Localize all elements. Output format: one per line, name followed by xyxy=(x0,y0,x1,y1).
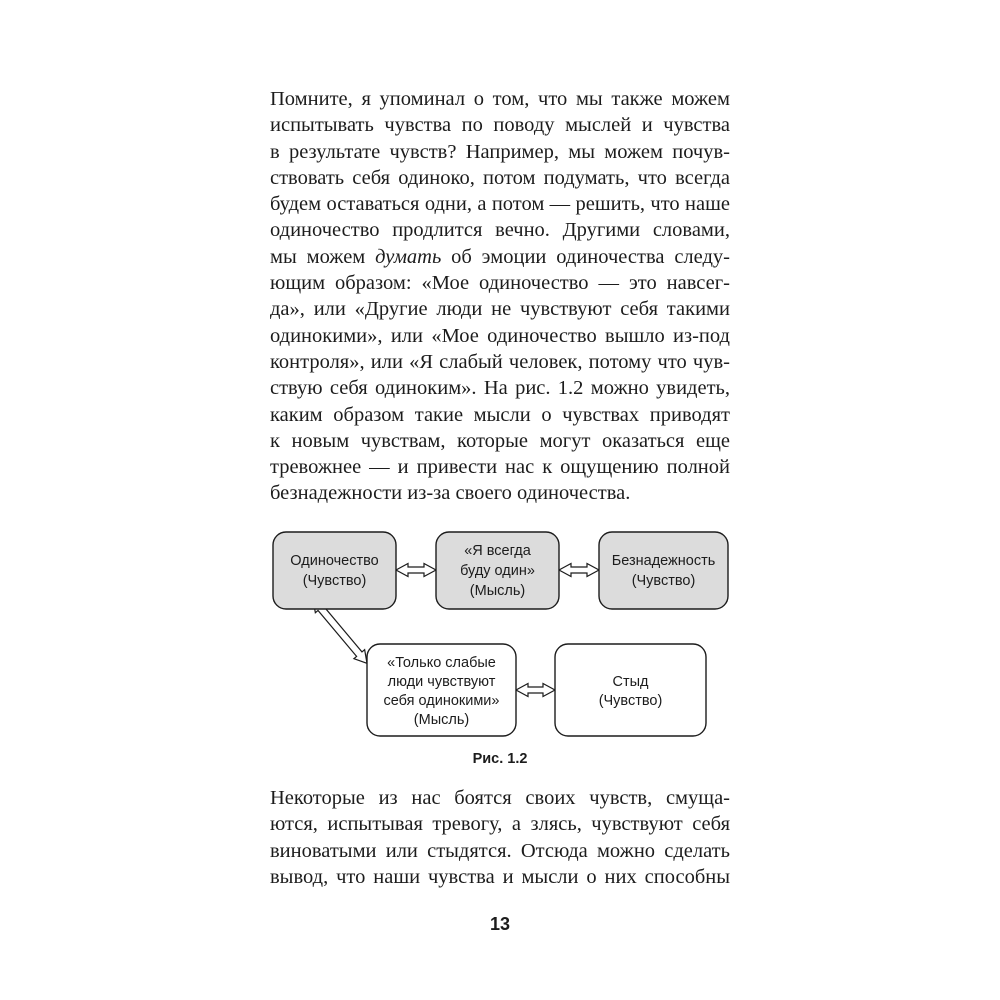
text-line: ющим образом: «Мое одиночество — это навсег- xyxy=(270,272,730,295)
box-loneliness-feeling xyxy=(273,532,396,609)
text-line: каким образом такие мысли о чувствах приводят xyxy=(270,403,730,426)
box-text-line: (Чувство) xyxy=(598,693,663,709)
text-line: одинокими», или «Мое одиночество вышло из-под xyxy=(270,324,730,347)
box-text-line: (Чувство) xyxy=(631,573,696,589)
text-line: в результате чувств? Например, мы можем почув- xyxy=(270,140,730,163)
text-line: испытывать чувства по поводу мыслей и чувства xyxy=(270,114,730,137)
box-text-line: люди чувствуют xyxy=(387,674,496,690)
box-text-line: буду один» xyxy=(460,563,535,579)
connector-only-weak-shame xyxy=(516,684,555,697)
text-line: Некоторые из нас боятся своих чувств, смуща- xyxy=(270,787,730,809)
text-line: к новым чувствам, которые могут оказаться еще xyxy=(270,429,730,452)
figure-caption: Рис. 1.2 xyxy=(472,751,528,767)
box-text-line: себя одинокими» xyxy=(383,693,500,709)
emphasized-word: думать xyxy=(375,245,442,268)
text-line: да», или «Другие люди не чувствуют себя такими xyxy=(270,298,730,321)
text-segment: об эмоции одиночества следу- xyxy=(451,245,730,268)
box-text-line: (Мысль) xyxy=(413,712,470,728)
box-always-alone-thought xyxy=(436,532,559,609)
text-line: виноватыми или стыдятся. Отсюда можно сделать xyxy=(270,839,730,862)
text-line: одиночество продлится вечно. Другими словами, xyxy=(270,219,730,242)
body-paragraph-2 xyxy=(270,785,730,890)
box-text-line: (Чувство) xyxy=(302,573,367,589)
box-shame-feeling xyxy=(555,644,706,736)
text-line: Помните, я упоминал о том, что мы также можем xyxy=(270,88,730,110)
text-line: тревожнее — и привести нас к ощущению полной xyxy=(270,456,730,479)
text-line: будем оставаться одни, а потом — решить, что наше xyxy=(270,193,730,216)
page-number: 13 xyxy=(489,914,511,934)
connector-loneliness-always-alone xyxy=(396,564,436,577)
box-text-line: Стыд xyxy=(612,674,649,690)
text-line: ются, испытывая тревогу, а злясь, чувствуют себя xyxy=(270,813,730,836)
text-line: ствовать себя одиноко, потом подумать, что всегда xyxy=(270,166,730,189)
connector-always-alone-hopelessness xyxy=(559,564,599,577)
text-segment: мы можем xyxy=(270,245,366,268)
box-text-line: Безнадежность xyxy=(611,553,716,569)
box-text-line: Одиночество xyxy=(290,553,379,569)
box-hopelessness-feeling xyxy=(599,532,728,609)
text-line: безнадежности из-за своего одиночества. xyxy=(270,482,631,505)
text-line: вывод, что наши чувства и мысли о них способны xyxy=(270,865,730,888)
text-line: контроля», или «Я слабый человек, потому что чув- xyxy=(270,350,730,373)
box-only-weak-thought xyxy=(367,644,516,736)
text-line: ствую себя одиноким». На рис. 1.2 можно увидеть, xyxy=(270,377,730,400)
box-text-line: «Я всегда xyxy=(464,543,531,559)
box-text-line: (Мысль) xyxy=(469,583,526,599)
box-text-line: «Только слабые xyxy=(387,655,496,671)
